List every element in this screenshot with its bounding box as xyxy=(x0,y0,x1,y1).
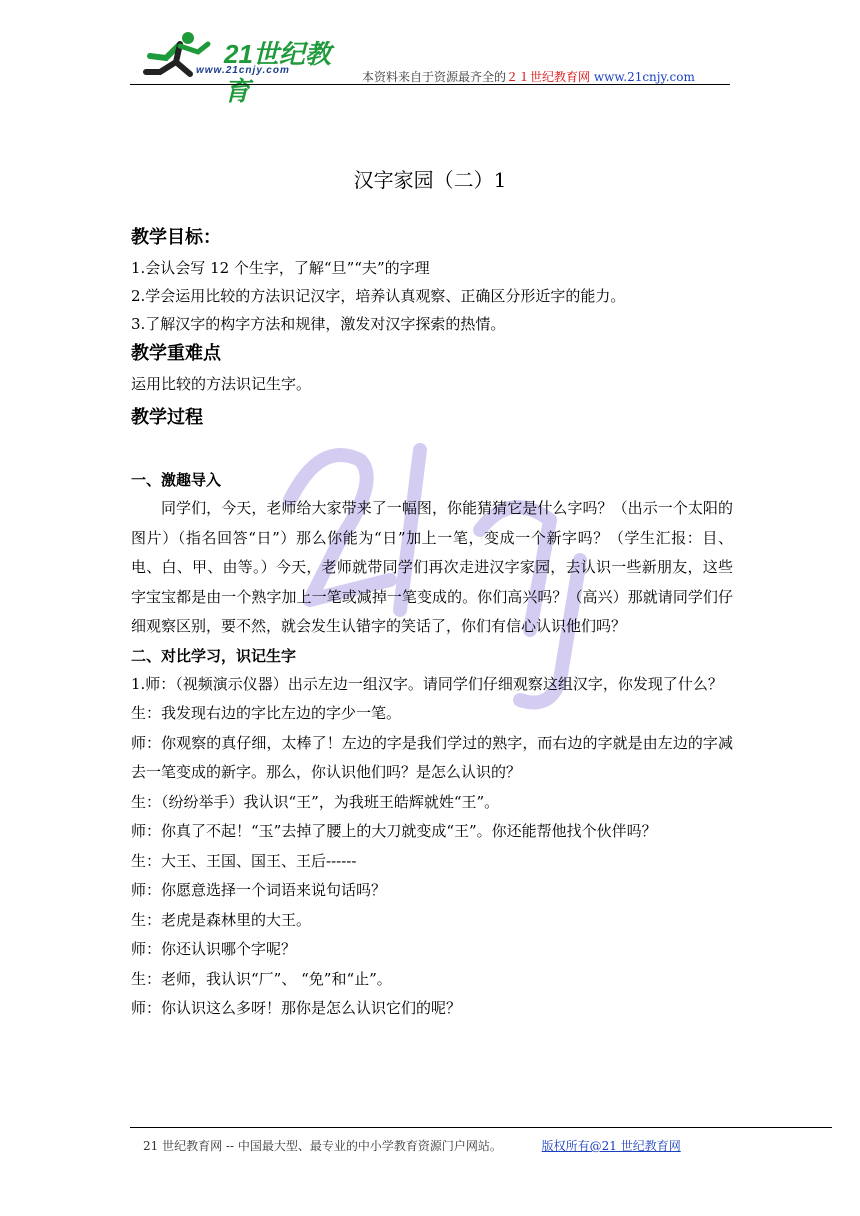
site-logo xyxy=(136,28,346,106)
dialogue-line: 生：我发现右边的字比左边的字少一笔。 xyxy=(131,704,402,722)
goal-item: 1.会认会写 12 个生字，了解“旦”“夫”的字理 xyxy=(131,259,430,277)
header-note-prefix: 本资料来自于资源最齐全的 xyxy=(362,70,507,84)
goals-heading: 教学目标： xyxy=(131,227,221,248)
footer-text: 21 世纪教育网 -- 中国最大型、最专业的中小学教育资源门户网站。 xyxy=(143,1139,502,1153)
dialogue-line: 师：你认识这么多呀！那你是怎么认识它们的呢？ xyxy=(131,999,462,1017)
spacer xyxy=(131,434,733,462)
section-1-title: 一、激趣导入 xyxy=(131,471,222,489)
header-note-url[interactable]: www.21cnjy.com xyxy=(593,70,695,84)
page-header xyxy=(130,28,730,106)
footer-copyright-link[interactable]: 版权所有@21 世纪教育网 xyxy=(541,1139,681,1153)
dialogue-line: 1.师：（视频演示仪器）出示左边一组汉字。请同学们仔细观察这组汉字，你发现了什么？ xyxy=(131,674,723,693)
dialogue-line: 师：你愿意选择一个词语来说句话吗？ xyxy=(131,881,387,899)
dialogue-line: 师：你观察的真仔细，太棒了！左边的字是我们学过的熟字，而右边的字就是由左边的字减去一笔变成的新字。那么，你认识他们吗？是怎么认识的？ xyxy=(131,733,733,781)
footer-divider xyxy=(130,1127,832,1128)
section-1-paragraph: 同学们，今天，老师给大家带来了一幅图，你能猜猜它是什么字吗？（出示一个太阳的图片）（指名回答“日”）那么你能为“日”加上一笔，变成一个新字吗？（学生汇报：目、电、白、甲、由等。）今天，老师就带同学们再次走进汉字家园，去认识一些新朋友，这些字宝宝都是由一个熟字加上一笔或减掉一笔变成的。你们高兴吗？（高兴）那就请同学们仔细观察区别，要不然，就会发生认错字的笑话了，你们有信心认识他们吗？ xyxy=(131,499,733,635)
difficulty-text: 运用比较的方法识记生字。 xyxy=(131,375,312,393)
dialogue-line: 师：你真了不起！“玉”去掉了腰上的大刀就变成“王”。你还能帮他找个伙伴吗？ xyxy=(131,822,657,840)
process-heading: 教学过程 xyxy=(131,407,203,428)
dialogue-line: 生：大王、王国、国王、王后------ xyxy=(131,851,357,870)
header-divider xyxy=(130,84,730,85)
dialogue-line: 生：老师，我认识“厂”、 “免”和“止”。 xyxy=(131,969,392,988)
goal-item: 2.学会运用比较的方法识记汉字，培养认真观察、正确区分形近字的能力。 xyxy=(131,287,626,305)
section-2-title: 二、对比学习，识记生字 xyxy=(131,646,297,665)
logo-url: www.21cnjy.com xyxy=(196,65,290,76)
goal-item: 3.了解汉字的构字方法和规律，激发对汉字探索的热情。 xyxy=(131,315,506,333)
logo-text: 21世纪教育 xyxy=(224,39,331,106)
page-footer xyxy=(143,1137,681,1154)
document-title: 汉字家园（二）1 xyxy=(353,168,507,192)
header-note-site-name: ２１世纪教育网 xyxy=(506,70,591,84)
difficulty-heading: 教学重难点 xyxy=(131,343,221,364)
dialogue-line: 生：（纷纷举手）我认识“王”，为我班王皓辉就姓“王”。 xyxy=(131,792,500,811)
document-body xyxy=(131,222,733,1024)
dialogue-line: 生：老虎是森林里的大王。 xyxy=(131,910,312,929)
dialogue-line: 师：你还认识哪个字呢？ xyxy=(131,940,297,958)
header-note xyxy=(362,68,695,85)
